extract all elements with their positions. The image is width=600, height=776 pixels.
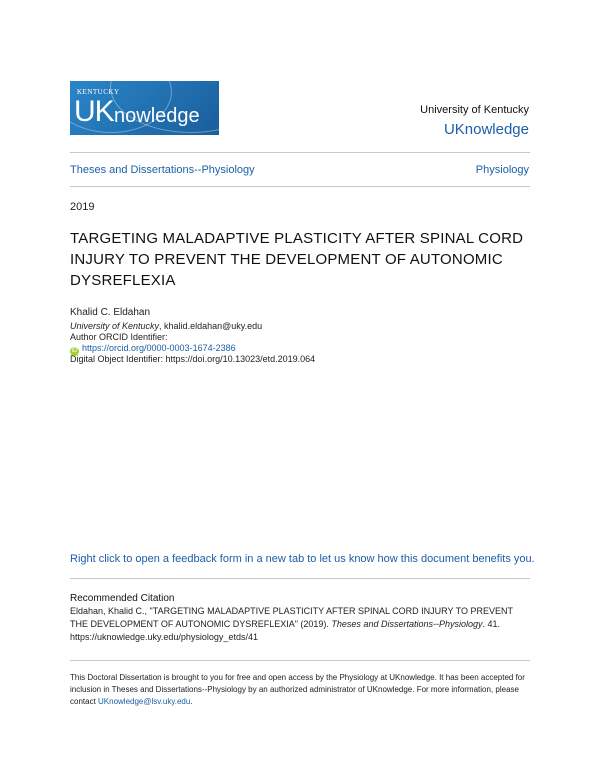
logo-kentucky-text: KENTUCKY [77, 88, 120, 96]
logo-knowledge-text: nowledge [114, 105, 200, 127]
author-affiliation-line [70, 321, 262, 331]
publication-year: 2019 [70, 201, 95, 213]
affiliation: University of Kentucky [70, 321, 160, 331]
citation-body: Eldahan, Khalid C., "TARGETING MALADAPTIVE PLASTICITY AFTER SPINAL CORD INJURY TO PREVENT THE DEVELOPMENT OF AUTONOMIC DYSREFLEXIA" (2019). [70, 606, 513, 629]
divider [70, 578, 530, 579]
divider [70, 186, 530, 187]
citation-heading: Recommended Citation [70, 593, 175, 604]
notice-text: This Doctoral Dissertation is brought to you for free and open access by the Physiology at UKnowledge. It has been accepted for inclusion in Theses and Dissertations--Physiology by an authorized administrator of UKnowledge. For more information, please contact [70, 673, 525, 706]
institution-name: University of Kentucky [420, 104, 529, 116]
logo-uk-text: UK [74, 95, 114, 128]
document-title: TARGETING MALADAPTIVE PLASTICITY AFTER SPINAL CORD INJURY TO PREVENT THE DEVELOPMENT OF AUTONOMIC DYSREFLEXIA [70, 230, 524, 289]
author-email: , khalid.eldahan@uky.edu [159, 321, 263, 331]
orcid-label: Author ORCID Identifier: [70, 332, 168, 342]
breadcrumb-department-link[interactable]: Physiology [475, 164, 529, 176]
citation-number: . 41. [482, 619, 501, 629]
citation-text [70, 605, 530, 644]
contact-email-link[interactable]: UKnowledge@lsv.uky.edu [98, 697, 191, 706]
citation-url[interactable]: https://uknowledge.uky.edu/physiology_etds/41 [70, 632, 258, 642]
feedback-link[interactable]: Right click to open a feedback form in a new tab to let us know how this document benefits you. [70, 553, 535, 565]
breadcrumb-series-link[interactable]: Theses and Dissertations--Physiology [70, 164, 255, 176]
orcid-icon: iD [71, 348, 78, 354]
orcid-link[interactable]: https://orcid.org/0000-0003-1674-2386 [82, 343, 236, 353]
citation-series: Theses and Dissertations--Physiology [331, 619, 483, 629]
access-notice [70, 672, 530, 708]
uknowledge-logo[interactable] [70, 81, 219, 135]
repository-link[interactable]: UKnowledge [443, 121, 529, 138]
doi-line: Digital Object Identifier: https://doi.org/10.13023/etd.2019.064 [70, 354, 316, 364]
notice-end: . [190, 697, 193, 706]
divider [70, 660, 530, 661]
author-name: Khalid C. Eldahan [70, 307, 151, 318]
divider [70, 152, 530, 153]
